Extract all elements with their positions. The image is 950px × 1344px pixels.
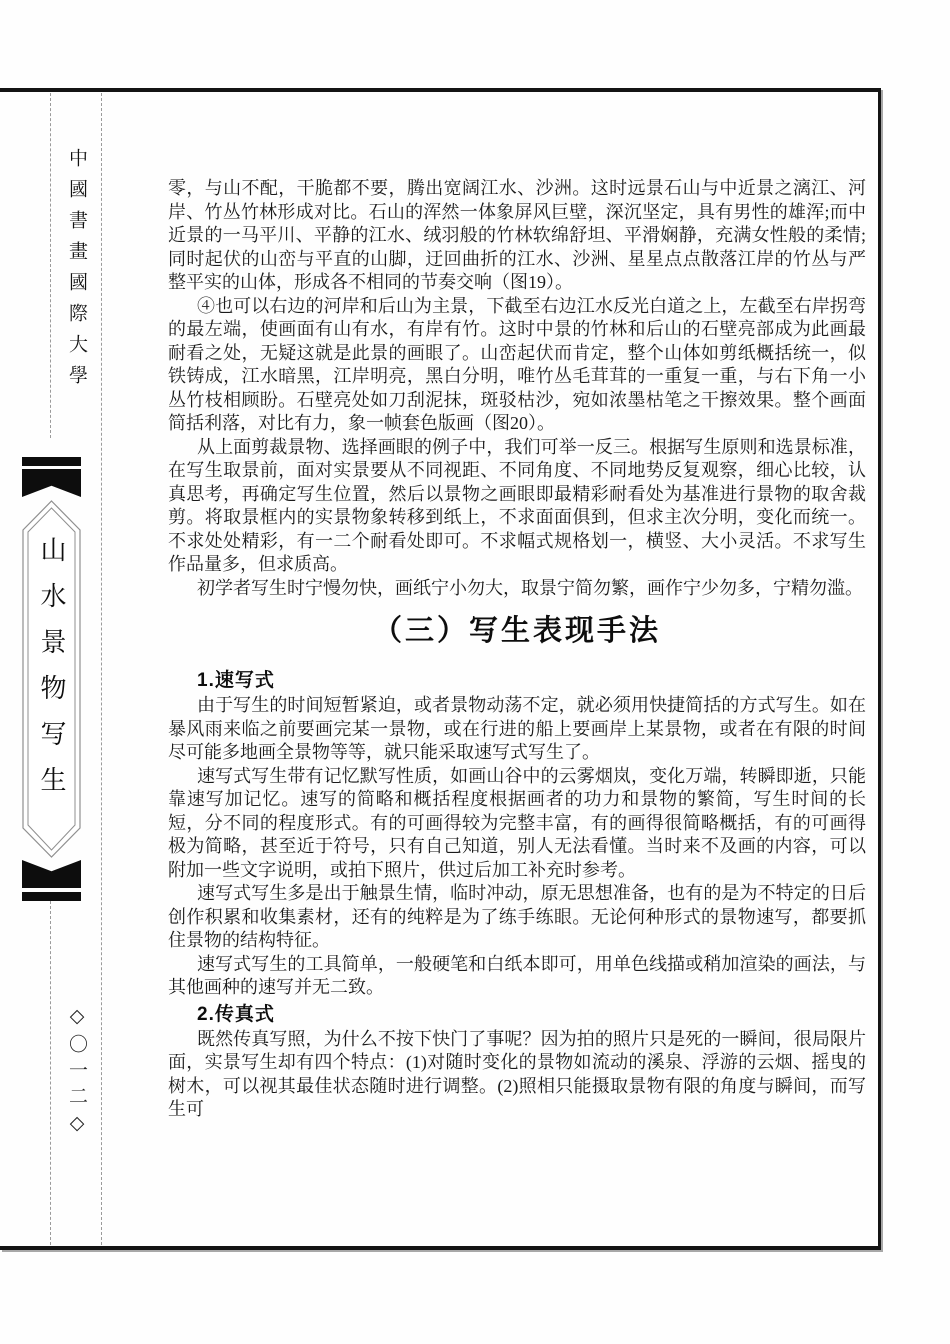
- sidebar-rule-right: [101, 93, 102, 1245]
- subsection-heading-realistic-style: 2.传真式: [197, 1003, 275, 1025]
- paragraph: 从上面剪裁景物、选择画眼的例子中，我们可举一反三。根据写生原则和选景标准，在写生取景前，面对实景要从不同视距、不同角度、不同地势反复观察，细心比较，认真思考，再确定写生位置，然后以景物之画眼即最精彩耐看处为基准进行景物的取舍裁剪。将取景框内的实景物象转移到纸上，不求面面俱到，但求主次分明，变化而统一。不求处处精彩，有一二个耐看处即可。不求幅式规格划一，横竖、大小灵活。不求写生作品量多，但求质高。: [168, 436, 866, 574]
- sidebar-rule-left-lower: [50, 901, 51, 1245]
- main-text-column: [168, 177, 866, 1122]
- paragraph: 速写式写生带有记忆默写性质，如画山谷中的云雾烟岚，变化万端，转瞬即逝，只能靠速写加记忆。速写的简略和概括程度根据画者的功力和景物的繁简，写生时间的长短，分不同的程度形式。有的可画得较为完整丰富，有的画得很简略概括，有的可画得极为简略，甚至近于符号，只有自己知道，别人无法看懂。当时来不及画的内容，可以附加一些文字说明，或拍下照片，供过后加工补充时参考。: [168, 765, 866, 880]
- paragraph: 零，与山不配，干脆都不要，腾出宽阔江水、沙洲。这时远景石山与中近景之漓江、河岸、竹丛竹林形成对比。石山的浑然一体象屏风巨壁，深沉坚定，具有男性的雄浑;而中近景的一马平川、平静的江水、绒羽般的竹林软绵舒坦、平滑娴静，充满女性般的柔情;同时起伏的山峦与平直的山脚，迂回曲折的江水、沙洲、星星点点散落江岸的竹丛与严整平实的山体，形成各不相同的节奏交响（图19）。: [168, 178, 866, 292]
- banner-ribbon-top: [22, 469, 81, 497]
- university-name-vertical: 中國書畫國際大學: [66, 148, 87, 396]
- paragraph: 速写式写生的工具简单，一般硬笔和白纸本即可，用单色线描或稍加渲染的画法，与其他画种的速写并无二致。: [168, 953, 866, 997]
- banner-bottom-bar: [22, 892, 81, 901]
- paragraph: 既然传真写照，为什么不按下快门了事呢？因为拍的照片只是死的一瞬间，很局限片面，实景写生却有四个特点：(1)对随时变化的景物如流动的溪泉、浮游的云烟、摇曳的树木，可以视其最佳状态随时进行调整。(2)照相只能摄取景物有限的角度与瞬间，而写生可: [168, 1028, 866, 1119]
- banner-cartouche: [22, 500, 81, 858]
- sidebar-rule-left-upper: [50, 93, 51, 438]
- subsection-heading-sketch-style: 1.速写式: [197, 670, 275, 691]
- paragraph: 速写式写生多是出于触景生情，临时冲动，原无思想准备，也有的是为不特定的日后创作积累和收集素材，还有的纯粹是为了练手练眼。无论何种形式的景物速写，都要抓住景物的结构特征。: [168, 883, 866, 950]
- section-heading: （三）写生表现手法: [372, 615, 661, 647]
- book-title-vertical: 山水景物写生: [37, 536, 66, 812]
- banner-top-bar: [22, 457, 81, 466]
- series-title-banner: [22, 457, 81, 901]
- paragraph: 由于写生的时间短暂紧迫，或者景物动荡不定，就必须用快捷简括的方式写生。如在暴风雨来临之前要画完某一景物，或在行进的船上要画岸上某景物，或者在有限的时间尽可能多地画全景物等等，就只能采取速写式写生了。: [168, 695, 866, 762]
- paragraph: ④也可以右边的河岸和后山为主景，下截至右边江水反光白道之上，左截至右岸拐弯的最左端，使画面有山有水，有岸有竹。这时中景的竹林和后山的石壁亮部成为此画最耐看之处，无疑这就是此景的画眼了。山峦起伏而肯定，整个山体如剪纸概括统一，似铁铸成，江水暗黑，江岸明亮，黑白分明，唯竹丛毛茸茸的一重复一重，与右下角一小丛竹枝相顾盼。石壁亮处如刀刮泥抹，斑驳枯沙，宛如浓墨枯笔之干擦效果。整个画面简括利落，对比有力，象一帧套色版画（图20）。: [168, 295, 866, 433]
- paragraph: 初学者写生时宁慢勿快，画纸宁小勿大，取景宁简勿繁，画作宁少勿多，宁精勿滥。: [197, 577, 863, 598]
- page-number-vertical: ◇〇一二◇: [66, 1005, 87, 1141]
- banner-ribbon-bottom: [22, 860, 81, 888]
